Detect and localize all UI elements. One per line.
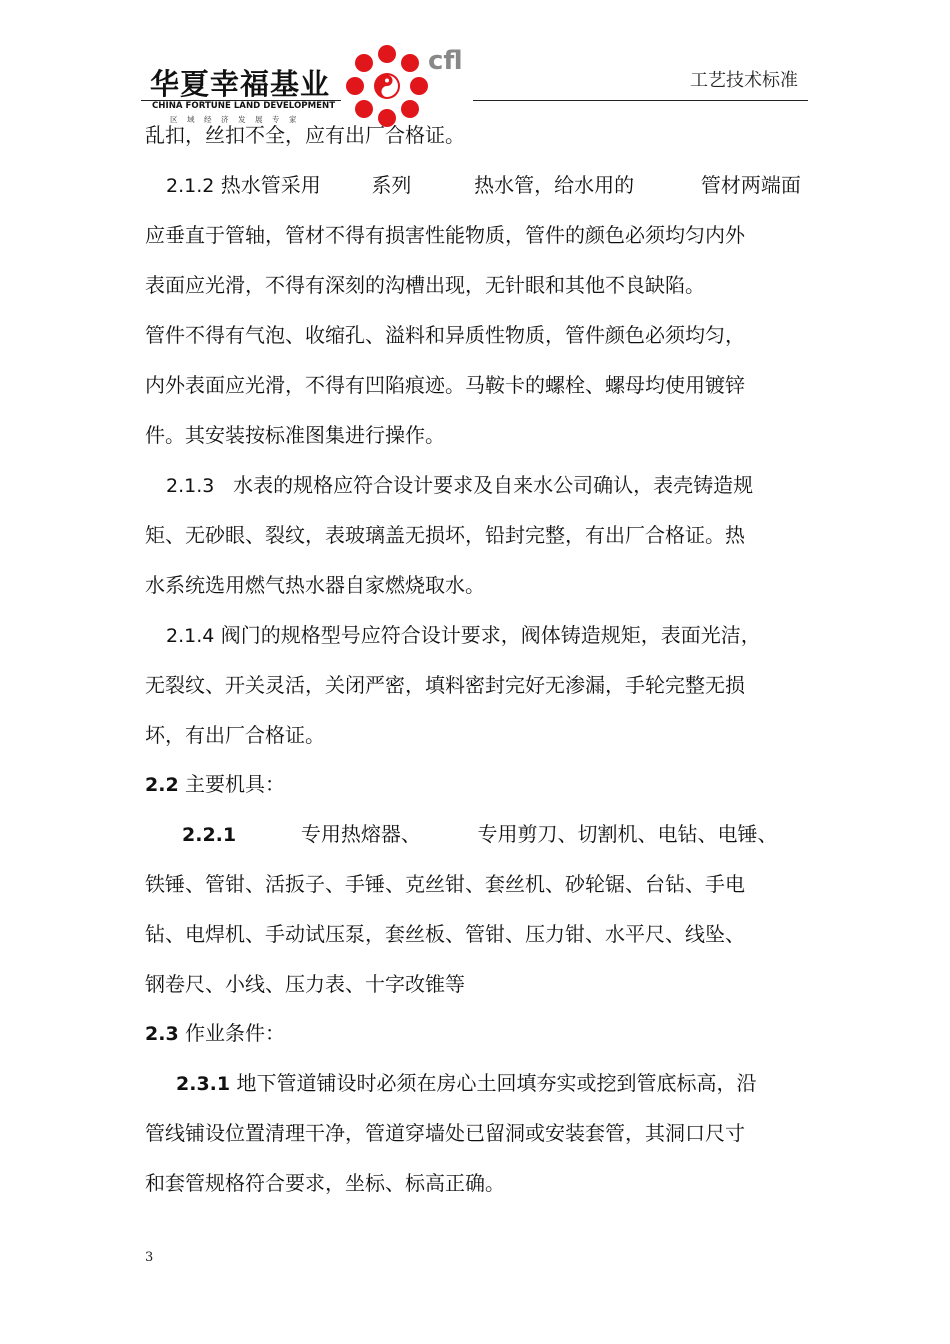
section-heading-2-3 bbox=[145, 1020, 285, 1047]
section-number: 2.1.3 bbox=[166, 475, 215, 497]
text-line: 坏，有出厂合格证。 bbox=[145, 723, 325, 747]
text-fragment: 系列 bbox=[371, 173, 412, 197]
section-heading-text: 作业条件： bbox=[185, 1021, 286, 1045]
text-line: 无裂纹、开关灵活，关闭严密，填料密封完好无渗漏，手轮完整无损 bbox=[145, 673, 745, 697]
section-number: 2.3.1 bbox=[176, 1073, 231, 1095]
text-line: 和套管规格符合要求，坐标、标高正确。 bbox=[145, 1171, 505, 1195]
text-line: 应垂直于管轴，管材不得有损害性能物质，管件的颜色必须均匀内外 bbox=[145, 223, 745, 247]
company-slogan: 区域经济发展专家 bbox=[170, 115, 306, 124]
section-number: 2.1.4 bbox=[166, 625, 215, 647]
text-line: 水系统选用燃气热水器自家燃烧取水。 bbox=[145, 573, 485, 597]
page-header bbox=[0, 0, 950, 130]
text-fragment: 专用剪刀、切割机、电钻、电锤、 bbox=[477, 822, 778, 846]
text-line: 管线铺设位置清理干净，管道穿墙处已留洞或安装套管，其洞口尺寸 bbox=[145, 1121, 745, 1145]
text-fragment: 热水管采用 bbox=[220, 173, 321, 197]
text-line: 钻、电焊机、手动试压泵，套丝板、管钳、压力钳、水平尺、线坠、 bbox=[145, 922, 745, 946]
text-fragment: 地下管道铺设时必须在房心土回填夯实或挖到管底标高，沿 bbox=[236, 1071, 757, 1095]
section-number: 2.1.2 bbox=[166, 175, 215, 197]
company-logo-chinese: 华夏幸福基业 bbox=[150, 67, 331, 101]
text-line: 内外表面应光滑，不得有凹陷痕迹。马鞍卡的螺栓、螺母均使用镀锌 bbox=[145, 373, 745, 397]
section-2-3-1 bbox=[176, 1070, 756, 1097]
section-heading-text: 主要机具： bbox=[185, 772, 286, 796]
text-line: 乱扣，丝扣不全，应有出厂合格证。 bbox=[145, 123, 465, 147]
text-fragment: 水表的规格应符合设计要求及自来水公司确认，表壳铸造规 bbox=[233, 473, 754, 497]
text-line: 铁锤、管钳、活扳子、手锤、克丝钳、套丝机、砂轮锯、台钻、手电 bbox=[145, 872, 745, 896]
text-line: 件。其安装按标准图集进行操作。 bbox=[145, 423, 445, 447]
cfl-emblem-icon bbox=[345, 44, 429, 128]
text-fragment: 阀门的规格型号应符合设计要求，阀体铸造规矩，表面光洁， bbox=[220, 623, 761, 647]
header-rule-right bbox=[473, 100, 808, 101]
page-number: 3 bbox=[145, 1250, 154, 1265]
text-fragment: 热水管，给水用的 bbox=[474, 173, 635, 197]
text-line: 矩、无砂眼、裂纹，表玻璃盖无损坏，铅封完整，有出厂合格证。热 bbox=[145, 523, 745, 547]
text-fragment: 管材两端面 bbox=[700, 173, 801, 197]
brand-wordmark: cfl bbox=[428, 46, 463, 76]
section-2-2-1 bbox=[182, 821, 778, 848]
section-2-1-4 bbox=[166, 622, 761, 649]
document-category-title: 工艺技术标准 bbox=[690, 70, 798, 91]
section-number: 2.2 bbox=[145, 774, 179, 796]
text-line: 表面应光滑，不得有深刻的沟槽出现，无针眼和其他不良缺陷。 bbox=[145, 273, 705, 297]
section-2-1-3 bbox=[166, 472, 753, 499]
text-line: 管件不得有气泡、收缩孔、溢料和异质性物质，管件颜色必须均匀， bbox=[145, 323, 745, 347]
section-number: 2.2.1 bbox=[182, 824, 237, 846]
company-logo-english: CHINA FORTUNE LAND DEVELOPMENT bbox=[152, 101, 336, 111]
text-line: 钢卷尺、小线、压力表、十字改锥等 bbox=[145, 972, 465, 996]
section-number: 2.3 bbox=[145, 1023, 179, 1045]
text-fragment: 专用热熔器、 bbox=[300, 822, 421, 846]
section-heading-2-2 bbox=[145, 771, 285, 798]
section-2-1-2 bbox=[166, 172, 801, 199]
